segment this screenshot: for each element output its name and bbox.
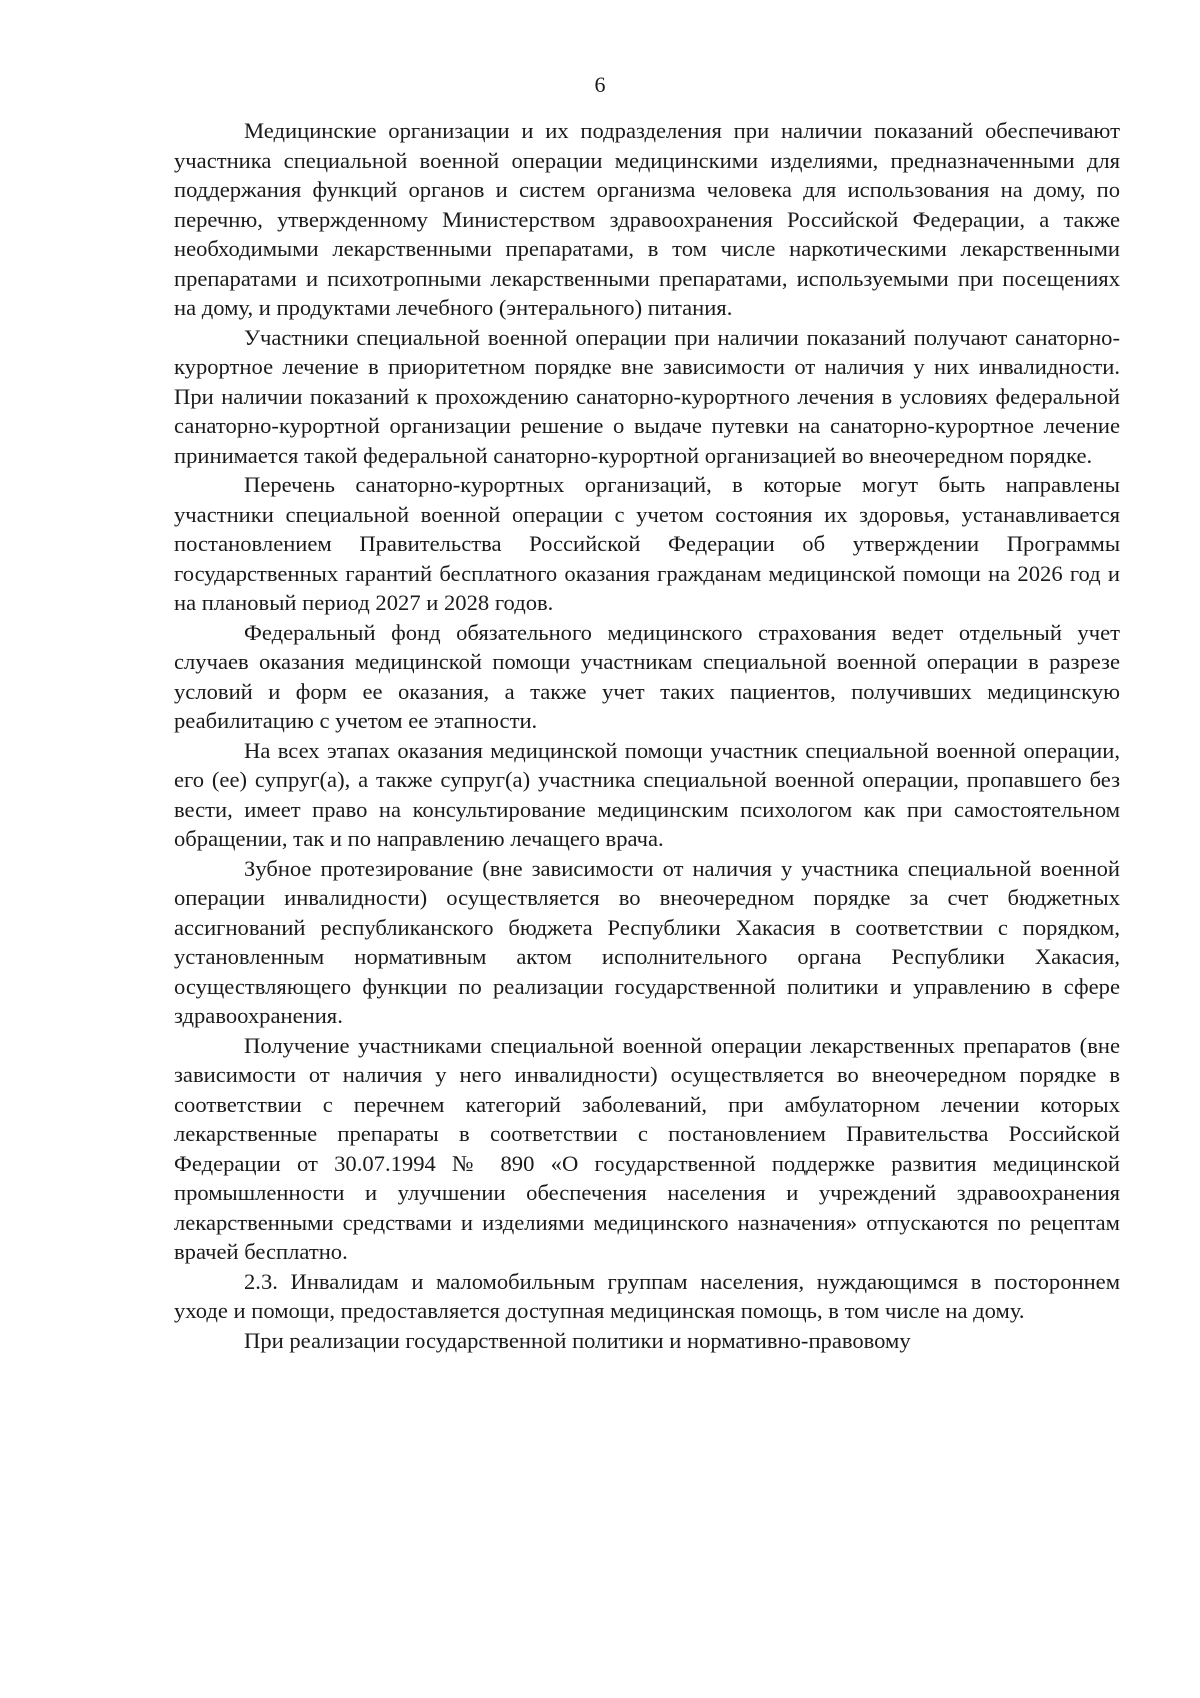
paragraph-state-policy: При реализации государственной политики и нормативно-правовому	[244, 1327, 911, 1353]
paragraph-dental: Зубное протезирование (вне зависимости от наличия у участника специальной военной операции инвалидности) осуществляется во внеочередном порядке за счет бюджетных ассигнований республиканского бюджета Республики Хакасия в соответствии с порядком, установленным нормативным актом исполнительного органа Республики Хакасия, осуществляющего функции по реализации государственной политики и управлению в сфере здравоохранения.	[174, 855, 1120, 1028]
paragraph-psychologist: На всех этапах оказания медицинской помощи участник специальной военной операции, его (ее) супруг(а), а также супруг(а) участника специальной военной операции, пропавшего без вести, имеет право на консультирование медицинским психологом как при самостоятельном обращении, так и по направлению лечащего врача.	[174, 737, 1120, 851]
page-number: 6	[594, 72, 606, 97]
document-body	[174, 116, 1120, 1355]
paragraph-section-2-3: 2.3. Инвалидам и маломобильным группам населения, нуждающимся в постороннем уходе и помощи, предоставляется доступная медицинская помощь, в том числе на дому.	[174, 1268, 1120, 1323]
paragraph-medical-devices: Медицинские организации и их подразделения при наличии показаний обеспечивают участника специальной военной операции медицинскими изделиями, предназначенными для поддержания функций органов и систем организма человека для использования на дому, по перечню, утвержденному Министерством здравоохранения Российской Федерации, а также необходимыми лекарственными препаратами, в том числе наркотическими лекарственными препаратами и психотропными лекарственными препаратами, используемыми при посещениях на дому, и продуктами лечебного (энтерального) питания.	[174, 118, 1120, 320]
paragraph-sanatorium-treatment: Участники специальной военной операции при наличии показаний получают санаторно-курортное лечение в приоритетном порядке вне зависимости от наличия у них инвалидности. При наличии показаний к прохождению санаторно-курортного лечения в условиях федеральной санаторно-курортной организации решение о выдаче путевки на санаторно-курортное лечение принимается такой федеральной санаторно-курортной организацией во внеочередном порядке.	[174, 324, 1120, 468]
paragraph-medicines: Получение участниками специальной военной операции лекарственных препаратов (вне зависимости от наличия у него инвалидности) осуществляется во внеочередном порядке в соответствии с перечнем категорий заболеваний, при амбулаторном лечении которых лекарственные препараты в соответствии с постановлением Правительства Российской Федерации от 30.07.1994 № 890 «О государственной поддержке развития медицинской промышленности и улучшении обеспечения населения и учреждений здравоохранения лекарственными средствами и изделиями медицинского назначения» отпускаются по рецептам врачей бесплатно.	[174, 1032, 1120, 1264]
paragraph-insurance-fund: Федеральный фонд обязательного медицинского страхования ведет отдельный учет случаев оказания медицинской помощи участникам специальной военной операции в разрезе условий и форм ее оказания, а также учет таких пациентов, получивших медицинскую реабилитацию с учетом ее этапности.	[174, 619, 1120, 733]
paragraph-sanatorium-list: Перечень санаторно-курортных организаций, в которые могут быть направлены участники специальной военной операции с учетом состояния их здоровья, устанавливается постановлением Правительства Российской Федерации об утверждении Программы государственных гарантий бесплатного оказания гражданам медицинской помощи на 2026 год и на плановый период 2027 и 2028 годов.	[174, 472, 1120, 615]
